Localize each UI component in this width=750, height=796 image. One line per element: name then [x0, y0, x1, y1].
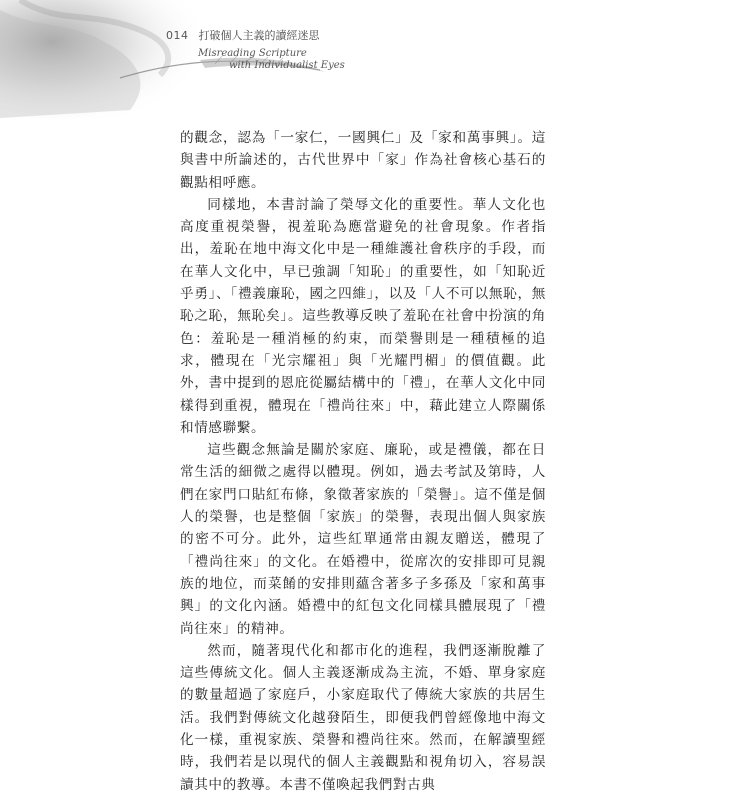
- corner-illustration: [0, 0, 340, 118]
- paragraph: 然而，隨著現代化和都市化的進程，我們逐漸脫離了這些傳統文化。個人主義逐漸成為主流，不婚、單身家庭的數量超過了家庭戶，小家庭取代了傳統大家族的共居生活。我們對傳統文化越發陌生，即便我們曾經像地中海文化一樣，重視家族、榮譽和禮尚往來。然而，在解讀聖經時，我們若是以現代的個人主義觀點和視角切入，容易誤讀其中的教導。本書不僅喚起我們對古典: [180, 642, 546, 793]
- paragraph: 這些觀念無論是關於家庭、廉恥，或是禮儀，都在日常生活的細微之處得以體現。例如，過去考試及第時，人們在家門口貼紅布條，象徵著家族的「榮譽」。這不僅是個人的榮譽，也是整個「家族」的榮譽，表現出個人與家族的密不可分。此外，這些紅單通常由親友贈送，體現了「禮尚往來」的文化。在婚禮中，從席次的安排即可見親族的地位，而菜餚的安排則蘊含著多子多孫及「家和萬事興」的文化內涵。婚禮中的紅包文化同樣具體展現了「禮尚往來」的精神。: [180, 442, 546, 637]
- subtitle-line-2: with Individualist Eyes: [229, 60, 345, 71]
- body-text: [180, 127, 546, 796]
- subtitle-line-1: Misreading Scripture: [198, 48, 307, 59]
- paragraph: 同樣地，本書討論了榮辱文化的重要性。華人文化也高度重視榮譽，視羞恥為應當避免的社會現象。作者指出，羞恥在地中海文化中是一種維護社會秩序的手段，而在華人文化中，早已強調「知恥」的重要性，如「知恥近乎勇」、「禮義廉恥，國之四維」，以及「人不可以無恥，無恥之恥，無恥矣」。這些教導反映了羞恥在社會中扮演的角色：羞恥是一種消極的約束，而榮譽則是一種積極的追求，體現在「光宗耀祖」與「光耀門楣」的價值觀。此外，書中提到的恩庇從屬結構中的「禮」，在華人文化中同樣得到重視，體現在「禮尚往來」中，藉此建立人際關係和情感聯繫。: [180, 196, 546, 436]
- paragraph: 的觀念，認為「一家仁，一國興仁」及「家和萬事興」。這與書中所論述的，古代世界中「家」作為社會核心基石的觀點相呼應。: [180, 130, 546, 191]
- running-header: [166, 27, 320, 43]
- running-title: 打破個人主義的讀經迷思: [198, 29, 320, 42]
- page-number: 014: [166, 29, 189, 42]
- feather-quill-icon: [0, 0, 340, 118]
